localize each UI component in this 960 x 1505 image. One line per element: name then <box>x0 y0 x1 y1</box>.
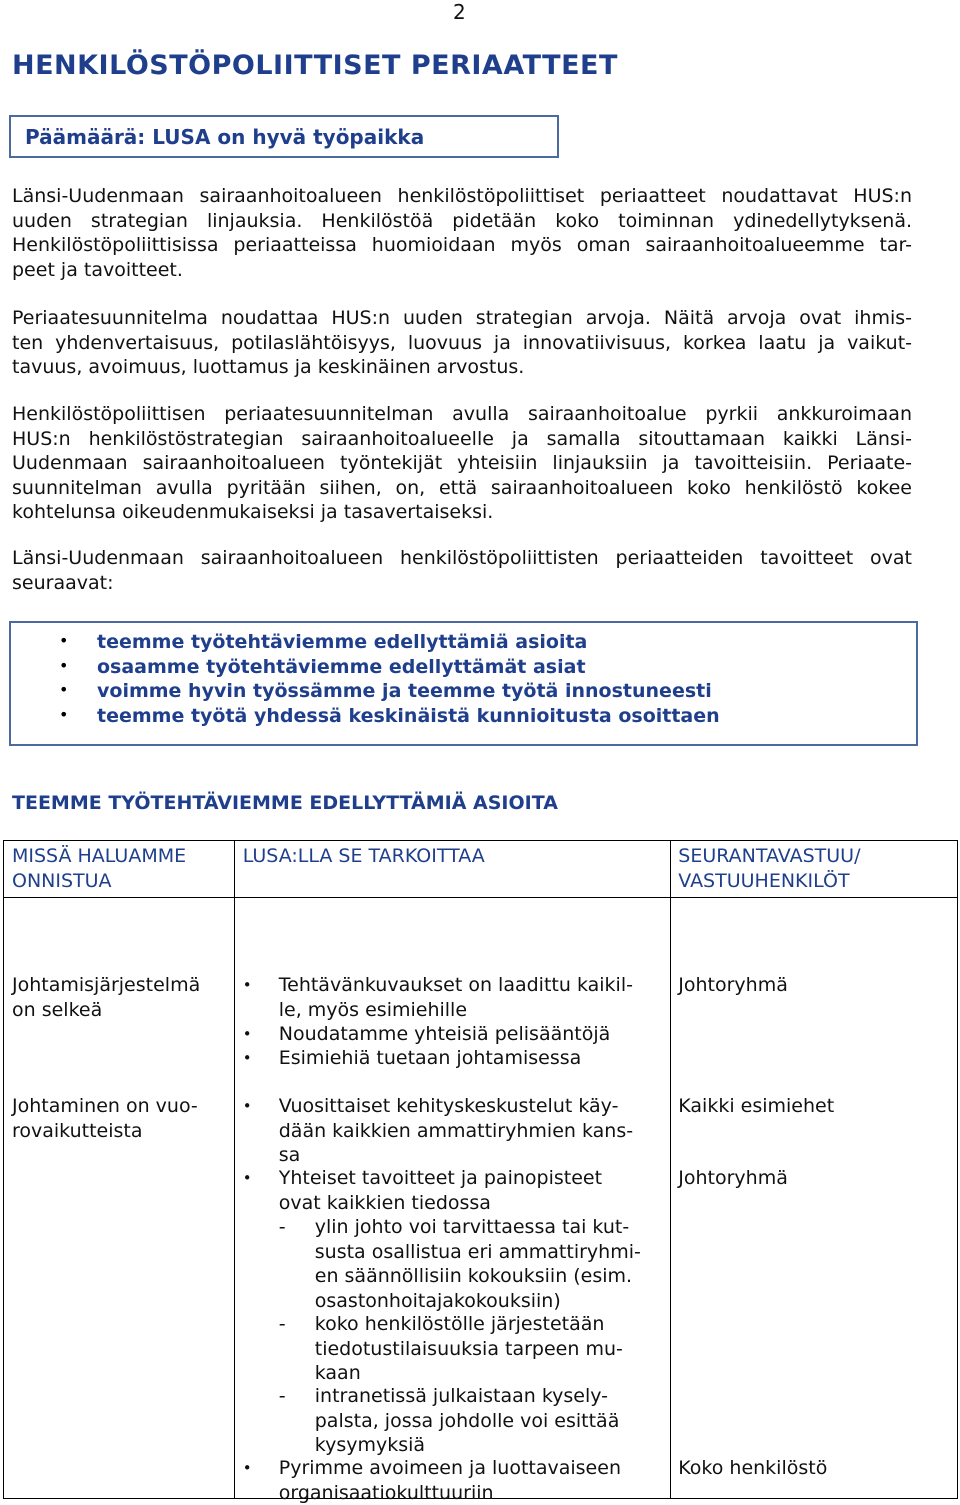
responsible-text: Kaikki esimiehet <box>678 1094 834 1119</box>
meaning-text: Tehtävänkuvaukset on laadittu kaikil- <box>279 973 633 998</box>
meaning-text: kysymyksiä <box>315 1433 425 1458</box>
table-header-row <box>4 841 958 898</box>
paragraph-line: Henkilöstöpoliittisissa periaatteissa huomioidaan myös oman sairaanhoitoalueemme tar- <box>12 233 912 258</box>
meaning-text: ylin johto voi tarvittaessa tai kut- <box>315 1215 629 1240</box>
section-heading: TEEMME TYÖTEHTÄVIEMME EDELLYTTÄMIÄ ASIOITA <box>12 792 558 814</box>
meaning-text: Vuosittaiset kehityskeskustelut käy- <box>279 1094 619 1119</box>
responsible-text: Koko henkilöstö <box>678 1456 827 1481</box>
paragraph-line: seuraavat: <box>12 571 912 596</box>
meaning-text: Pyrimme avoimeen ja luottavaiseen <box>279 1456 621 1481</box>
meaning-text: kaan <box>315 1361 361 1386</box>
header-text: VASTUUHENKILÖT <box>678 869 849 894</box>
meaning-text: Noudatamme yhteisiä pelisääntöjä <box>279 1022 611 1047</box>
row-cell-responsible <box>671 898 958 1499</box>
header-cell-goal <box>4 841 235 898</box>
dash-marker: - <box>279 1216 286 1238</box>
objectives-intro <box>12 546 912 595</box>
meaning-text: en säännöllisiin kokouksiin (esim. <box>315 1264 632 1289</box>
meaning-text: osastonhoitajakokouksiin) <box>315 1289 561 1314</box>
objective-item <box>11 705 891 730</box>
bullet-icon: • <box>59 680 68 699</box>
goal-text: on selkeä <box>12 998 102 1023</box>
meaning-text: koko henkilöstölle järjestetään <box>315 1312 605 1337</box>
page-number: 2 <box>453 0 466 24</box>
meaning-text: Yhteiset tavoitteet ja painopisteet <box>279 1166 602 1191</box>
dash-marker: - <box>279 1385 286 1407</box>
header-text: SEURANTAVASTUU/ <box>678 844 860 869</box>
header-text: MISSÄ HALUAMME <box>12 844 186 869</box>
paragraph-line: ten yhdenvertaisuus, potilaslähtöisyys, luovuus ja innovatiivisuus, korkea laatu ja vaikut- <box>12 331 912 356</box>
intro-paragraph <box>12 184 912 282</box>
objectives-box <box>9 621 918 746</box>
meaning-text: Esimiehiä tuetaan johtamisessa <box>279 1046 582 1071</box>
objective-text: osaamme työtehtäviemme edellyttämät asiat <box>97 656 586 678</box>
table-row <box>4 898 958 1499</box>
responsible-text: Johtoryhmä <box>678 973 788 998</box>
paragraph-line: Periaatesuunnitelma noudattaa HUS:n uuden strategian arvoja. Näitä arvoja ovat ihmis- <box>12 306 912 331</box>
objective-text: teemme työtehtäviemme edellyttämiä asioita <box>97 631 587 653</box>
objective-text: teemme työtä yhdessä keskinäistä kunnioitusta osoittaen <box>97 705 720 727</box>
goal-text: Johtamisjärjestelmä <box>12 973 200 998</box>
bullet-icon: • <box>243 1459 252 1477</box>
bullet-icon: • <box>243 1169 252 1187</box>
paragraph-line: suunnitelman avulla pyritään siihen, on, että sairaanhoitoalueen koko henkilöstö kokee <box>12 476 912 501</box>
meaning-text: sa <box>279 1143 301 1168</box>
bullet-icon: • <box>243 1025 252 1043</box>
bullet-icon: • <box>243 976 252 994</box>
meaning-text: dään kaikkien ammattiryhmien kans- <box>279 1119 633 1144</box>
paragraph-line: peet ja tavoitteet. <box>12 258 912 283</box>
row-cell-goal <box>4 898 235 1499</box>
paragraph-line: uuden strategian linjauksia. Henkilöstöä pidetään koko toiminnan ydinedellytyksenä. <box>12 209 912 234</box>
bullet-icon: • <box>243 1097 252 1115</box>
meaning-text: palsta, jossa johdolle voi esittää <box>315 1409 620 1434</box>
governance-table <box>3 840 958 1499</box>
goal-label: Päämäärä: LUSA on hyvä työpaikka <box>25 125 424 149</box>
row-cell-meaning <box>234 898 671 1499</box>
paragraph-line: HUS:n henkilöstöstrategian sairaanhoitoalueelle ja samalla sitouttamaan kaikki Länsi- <box>12 427 912 452</box>
meaning-text: ovat kaikkien tiedossa <box>279 1191 491 1216</box>
meaning-text: susta osallistua eri ammattiryhmi- <box>315 1240 641 1265</box>
header-cell-meaning <box>234 841 671 898</box>
header-text: LUSA:LLA SE TARKOITTAA <box>243 844 485 869</box>
header-text: ONNISTUA <box>12 869 112 894</box>
paragraph-line: Uudenmaan sairaanhoitoalueen työntekijät yhteisiin linjauksiin ja tavoitteisiin. Periaate- <box>12 451 912 476</box>
objective-item <box>11 680 891 705</box>
page-title: HENKILÖSTÖPOLIITTISET PERIAATTEET <box>12 50 618 81</box>
strategy-paragraph <box>12 402 912 525</box>
paragraph-line: Länsi-Uudenmaan sairaanhoitoalueen henkilöstöpoliittisten periaatteiden tavoitteet ovat <box>12 546 912 571</box>
meaning-text: le, myös esimiehille <box>279 998 467 1023</box>
goal-text: Johtaminen on vuo- <box>12 1094 198 1119</box>
header-cell-responsible <box>671 841 958 898</box>
dash-marker: - <box>279 1313 286 1335</box>
bullet-icon: • <box>59 631 68 650</box>
meaning-text: organisaatiokulttuuriin <box>279 1481 494 1505</box>
paragraph-line: Länsi-Uudenmaan sairaanhoitoalueen henkilöstöpoliittiset periaatteet noudattavat HUS:n <box>12 184 912 209</box>
values-paragraph <box>12 306 912 380</box>
bullet-icon: • <box>59 656 68 675</box>
goal-box <box>9 115 559 158</box>
goal-text: rovaikutteista <box>12 1119 143 1144</box>
bullet-icon: • <box>243 1049 252 1067</box>
bullet-icon: • <box>59 705 68 724</box>
responsible-text: Johtoryhmä <box>678 1166 788 1191</box>
paragraph-line: tavuus, avoimuus, luottamus ja keskinäinen arvostus. <box>12 355 912 380</box>
objective-item <box>11 656 891 681</box>
meaning-text: tiedotustilaisuuksia tarpeen mu- <box>315 1337 623 1362</box>
paragraph-line: Henkilöstöpoliittisen periaatesuunnitelman avulla sairaanhoitoalue pyrkii ankkuroimaan <box>12 402 912 427</box>
objective-text: voimme hyvin työssämme ja teemme työtä innostuneesti <box>97 680 712 702</box>
objective-item <box>11 631 891 656</box>
paragraph-line: kohtelunsa oikeudenmukaiseksi ja tasavertaiseksi. <box>12 500 912 525</box>
meaning-text: intranetissä julkaistaan kysely- <box>315 1384 608 1409</box>
